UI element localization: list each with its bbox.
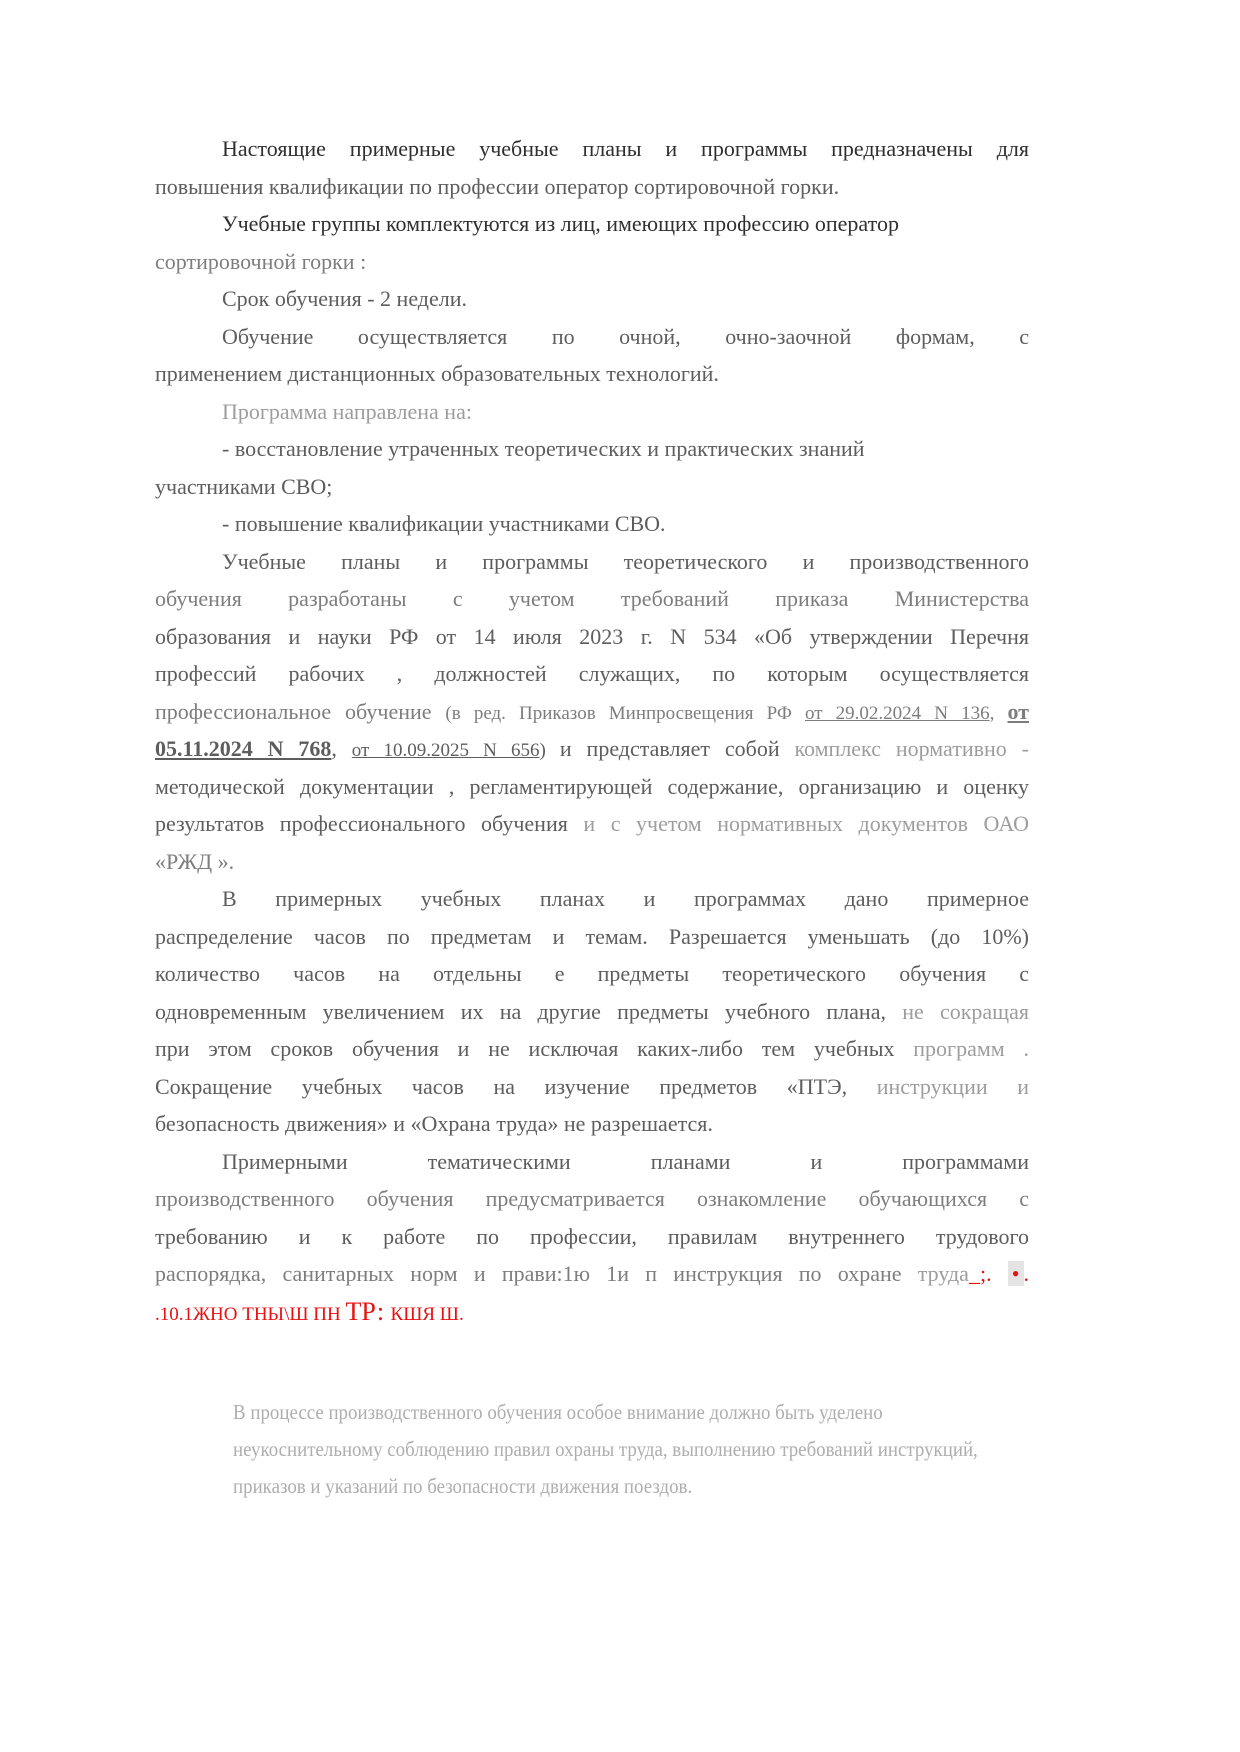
red-annotation-text: ТР: <box>345 1296 391 1326</box>
text-run: комплекс нормативно - <box>794 736 1029 761</box>
text-line <box>155 318 1029 356</box>
text-run: результатов профессионального обучения <box>155 811 584 836</box>
footer-paragraph <box>233 1394 1133 1505</box>
text-line <box>155 430 1029 468</box>
footer-text-line: приказов и указаний по безопасности движения поездов. <box>233 1474 693 1498</box>
text-run: одновременным увеличением их на другие предметы учебного плана, <box>155 998 903 1024</box>
text-run: обучения разработаны с учетом требований приказа Министерства <box>155 586 1029 611</box>
text-run: от <box>1007 698 1029 724</box>
text-line <box>155 1180 1029 1218</box>
text-line <box>155 655 1029 693</box>
text-run: Срок обучения - 2 недели. <box>222 286 467 311</box>
text-line <box>155 205 1029 243</box>
text-line <box>155 1255 1029 1293</box>
footer-text-line: В процессе производственного обучения особое внимание должно быть уделено <box>233 1400 883 1424</box>
text-line <box>155 768 1029 806</box>
text-line <box>155 1105 1029 1143</box>
text-line <box>155 580 1029 618</box>
text-run: , <box>989 702 1008 724</box>
text-line <box>155 505 1029 543</box>
text-run: требованию и к работе по профессии, правилам внутреннего трудового <box>155 1223 1029 1249</box>
main-text <box>155 130 1029 1330</box>
text-run: Настоящие примерные учебные планы и программы предназначены для <box>222 136 1029 161</box>
text-line <box>155 1293 1029 1331</box>
text-run: производственного обучения предусматривается ознакомление обучающихся с <box>155 1186 1029 1211</box>
text-run: Примерными тематическими планами и программами <box>222 1148 1029 1174</box>
text-run: инструкции и <box>876 1073 1029 1099</box>
text-run: , <box>331 736 352 761</box>
text-run: безопасность движения» и «Охрана труда» не разрешается. <box>155 1111 713 1136</box>
text-run: (в ред. Приказов Минпросвещения РФ <box>445 702 805 724</box>
text-run: распределение часов по предметам и темам. Разрешается уменьшать (до 10%) <box>155 923 1029 949</box>
text-line <box>155 280 1029 318</box>
text-line <box>155 130 1029 168</box>
text-line <box>155 955 1029 993</box>
text-line <box>155 693 1029 731</box>
text-run: при этом сроков обучения и не исключая каких-либо тем учебных <box>155 1036 914 1061</box>
text-run: Учебные планы и программы теоретического и производственного <box>222 548 1029 574</box>
text-line <box>155 843 1029 881</box>
text-line <box>155 805 1029 843</box>
text-line <box>155 918 1029 956</box>
text-line <box>155 993 1029 1031</box>
text-run: повышения квалификации по профессии оператор сортировочной горки. <box>155 173 840 199</box>
text-line <box>155 1218 1029 1256</box>
text-line <box>155 730 1029 768</box>
text-run: не сокращая <box>902 998 1029 1024</box>
text-run: Учебные группы комплектуются из лиц, имеющих профессию оператор <box>222 211 899 236</box>
text-line <box>155 1068 1029 1106</box>
text-run: применением дистанционных образовательных технологий. <box>155 361 719 386</box>
text-line <box>155 880 1029 918</box>
text-run: Обучение осуществляется по очной, очно-заочной формам, с <box>222 323 1029 349</box>
text-run: распорядка, санитарных норм и прави:1ю 1и п инструкция по охране <box>155 1261 918 1286</box>
text-run: сортировочной горки : <box>155 248 367 274</box>
text-run: от 10.09.2025 N 656 <box>351 740 540 761</box>
text-run: и с учетом нормативных документов ОАО <box>583 811 1029 836</box>
red-annotation-text: .10.1ЖНО ТНЫ\Ш ПН <box>155 1303 346 1325</box>
text-line <box>155 1143 1029 1181</box>
red-annotation-text: _;. <box>968 1261 1008 1286</box>
red-annotation-text: . <box>1023 1261 1029 1286</box>
red-annotation-text: • <box>1008 1261 1024 1286</box>
text-line <box>155 355 1029 393</box>
text-run: участниками СВО; <box>155 473 333 499</box>
text-run: профессиональное обучение <box>155 698 446 724</box>
text-line <box>155 468 1029 506</box>
text-run: ) <box>539 740 560 761</box>
text-run: образования и науки РФ от 14 июля 2023 г. N 534 «Об утверждении Перечня <box>155 623 1029 649</box>
text-run: труда <box>917 1261 969 1286</box>
text-run: «РЖД ». <box>155 848 235 874</box>
text-run: Сокращение учебных часов на изучение предметов «ПТЭ, <box>155 1073 877 1099</box>
text-run: 05.11.2024 N 768 <box>155 736 332 761</box>
text-run: профессий рабочих , должностей служащих, по которым осуществляется <box>155 661 1029 686</box>
text-run: - повышение квалификации участниками СВО. <box>222 511 666 536</box>
text-run: количество часов на отдельны е предметы теоретического обучения с <box>155 961 1029 986</box>
text-line <box>155 168 1029 206</box>
footer-text-line: неукоснительному соблюдению правил охраны труда, выполнению требований инструкций, <box>233 1437 978 1461</box>
text-run: - восстановление утраченных теоретических и практических знаний <box>222 436 865 461</box>
text-line <box>155 393 1029 431</box>
text-run: и представляет собой <box>559 736 795 761</box>
text-line <box>155 618 1029 656</box>
red-annotation-text: КШЯ Ш. <box>390 1303 464 1325</box>
text-run: В примерных учебных планах и программах дано примерное <box>222 886 1029 911</box>
text-run: от 29.02.2024 N 136 <box>805 702 990 724</box>
text-line <box>155 1030 1029 1068</box>
text-run: программ . <box>913 1036 1029 1061</box>
text-line <box>155 543 1029 581</box>
text-run: методической документации , регламентирующей содержание, организацию и оценку <box>155 773 1029 799</box>
text-run: Программа направлена на: <box>222 398 472 424</box>
text-line <box>155 243 1029 281</box>
